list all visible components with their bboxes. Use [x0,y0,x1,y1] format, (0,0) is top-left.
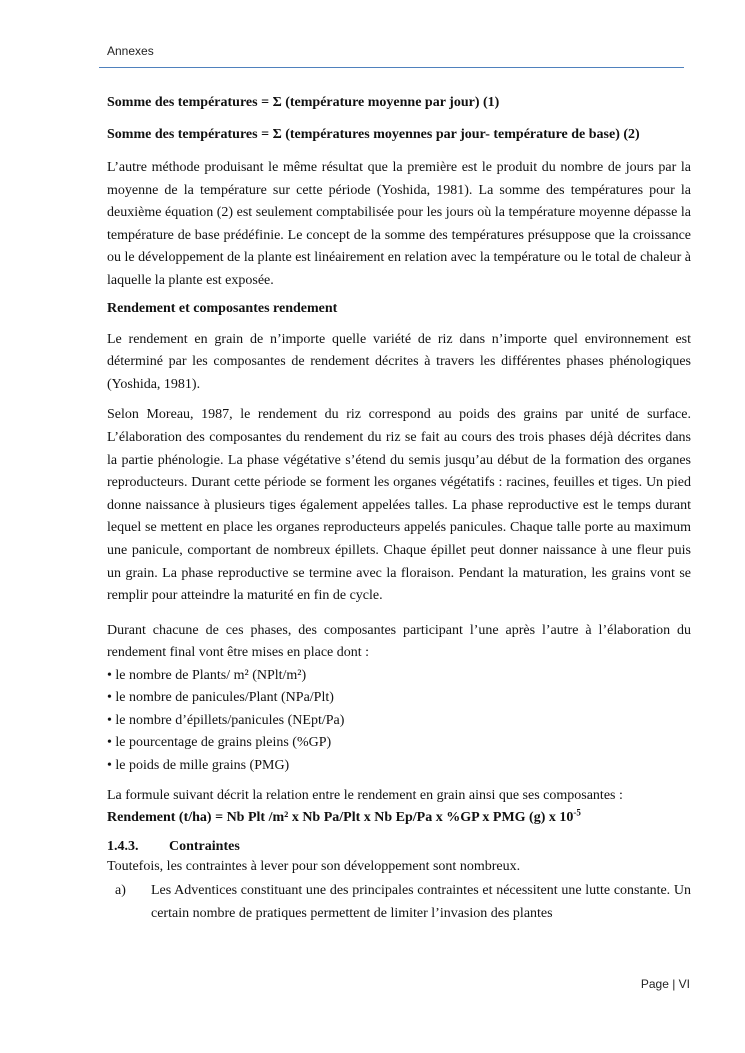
paragraph-phases: Durant chacune de ces phases, des composantes participant l’une après l’autre à l’élaboration du rendement final vont être mises en place dont : [107,622,691,661]
paragraph-rendement-grain: Le rendement en grain de n’importe quelle variété de riz dans n’importe quel environnement est déterminé par les composantes de rendement décrites à travers les différentes phases phénologiques (Yoshida, 1981). [107,331,691,392]
formula-text: Rendement (t/ha) = Nb Plt /m² x Nb Pa/Plt x Nb Ep/Pa x %GP x PMG (g) x 10 [107,810,574,826]
page-header: Annexes [107,44,154,58]
paragraph-temperature-method: L’autre méthode produisant le même résultat que la première est le produit du nombre de jours par la moyenne de la température sur cette période (Yoshida, 1981). La somme des températures pour la deuxième équation (2) est seulement comptabilisée pour les jours où la température moyenne dépasse la température de base prédéfinie. Le concept de la somme des températures présuppose que la croissance ou le développement de la plante est linéairement en relation avec la température ou le total de chaleur à laquelle la plante est exposée. [107,160,691,288]
section-intro: Toutefois, les contraintes à lever pour son développement sont nombreux. [107,859,521,875]
heading-rendement: Rendement et composantes rendement [107,300,338,316]
list-item: • le nombre de Plants/ m² (NPlt/m²) [107,667,307,683]
equation-1: Somme des températures = Σ (température moyenne par jour) (1) [107,95,500,110]
list-item: • le pourcentage de grains pleins (%GP) [107,735,332,751]
page-body [107,93,691,925]
list-item: • le poids de mille grains (PMG) [107,757,290,773]
component-list [107,665,691,778]
list-item-text: Les Adventices constituant une des principales contraintes et nécessitent une lutte constante. Un certain nombre de pratiques permettent de limiter l’invasion des plantes [151,883,691,921]
list-item: • le nombre d’épillets/panicules (NEpt/Pa) [107,712,345,728]
list-item: • le nombre de panicules/Plant (NPa/Plt) [107,690,334,706]
section-heading [107,837,691,857]
section-number: 1.4.3. [107,839,139,855]
list-item-a [107,880,691,925]
page-number: Page | VI [640,977,690,991]
section-title: Contraintes [169,839,240,855]
list-marker: a) [115,883,126,899]
formula-intro: La formule suivant décrit la relation entre le rendement en grain ainsi que ses composantes : [107,788,623,804]
header-rule [99,67,684,68]
equation-2: Somme des températures = Σ (températures moyennes par jour- température de base) (2) [107,127,640,142]
formula-exponent: -5 [573,807,581,818]
paragraph-moreau: Selon Moreau, 1987, le rendement du riz correspond au poids des grains par unité de surface. L’élaboration des composantes du rendement du riz se fait au cours des trois phases déjà décrites dans la partie phénologie. La phase végétative s’étend du semis jusqu’au début de la formation des organes reproducteurs. Durant cette période se forment les organes végétatifs : racines, feuilles et tiges. Un pied donne naissance à plusieurs tiges également appelées talles. La phase reproductive est le temps durant lequel se mettent en place les organes reproducteurs appelés panicules. Chaque talle porte au maximum une panicule, comportant de nombreux épillets. Chaque épillet peut donner naissance à une fleur puis un grain. La phase reproductive se termine avec la floraison. Pendant la maturation, les grains vont se remplir pour atteindre la maturité en fin de cycle. [107,407,691,604]
formula [107,807,691,829]
